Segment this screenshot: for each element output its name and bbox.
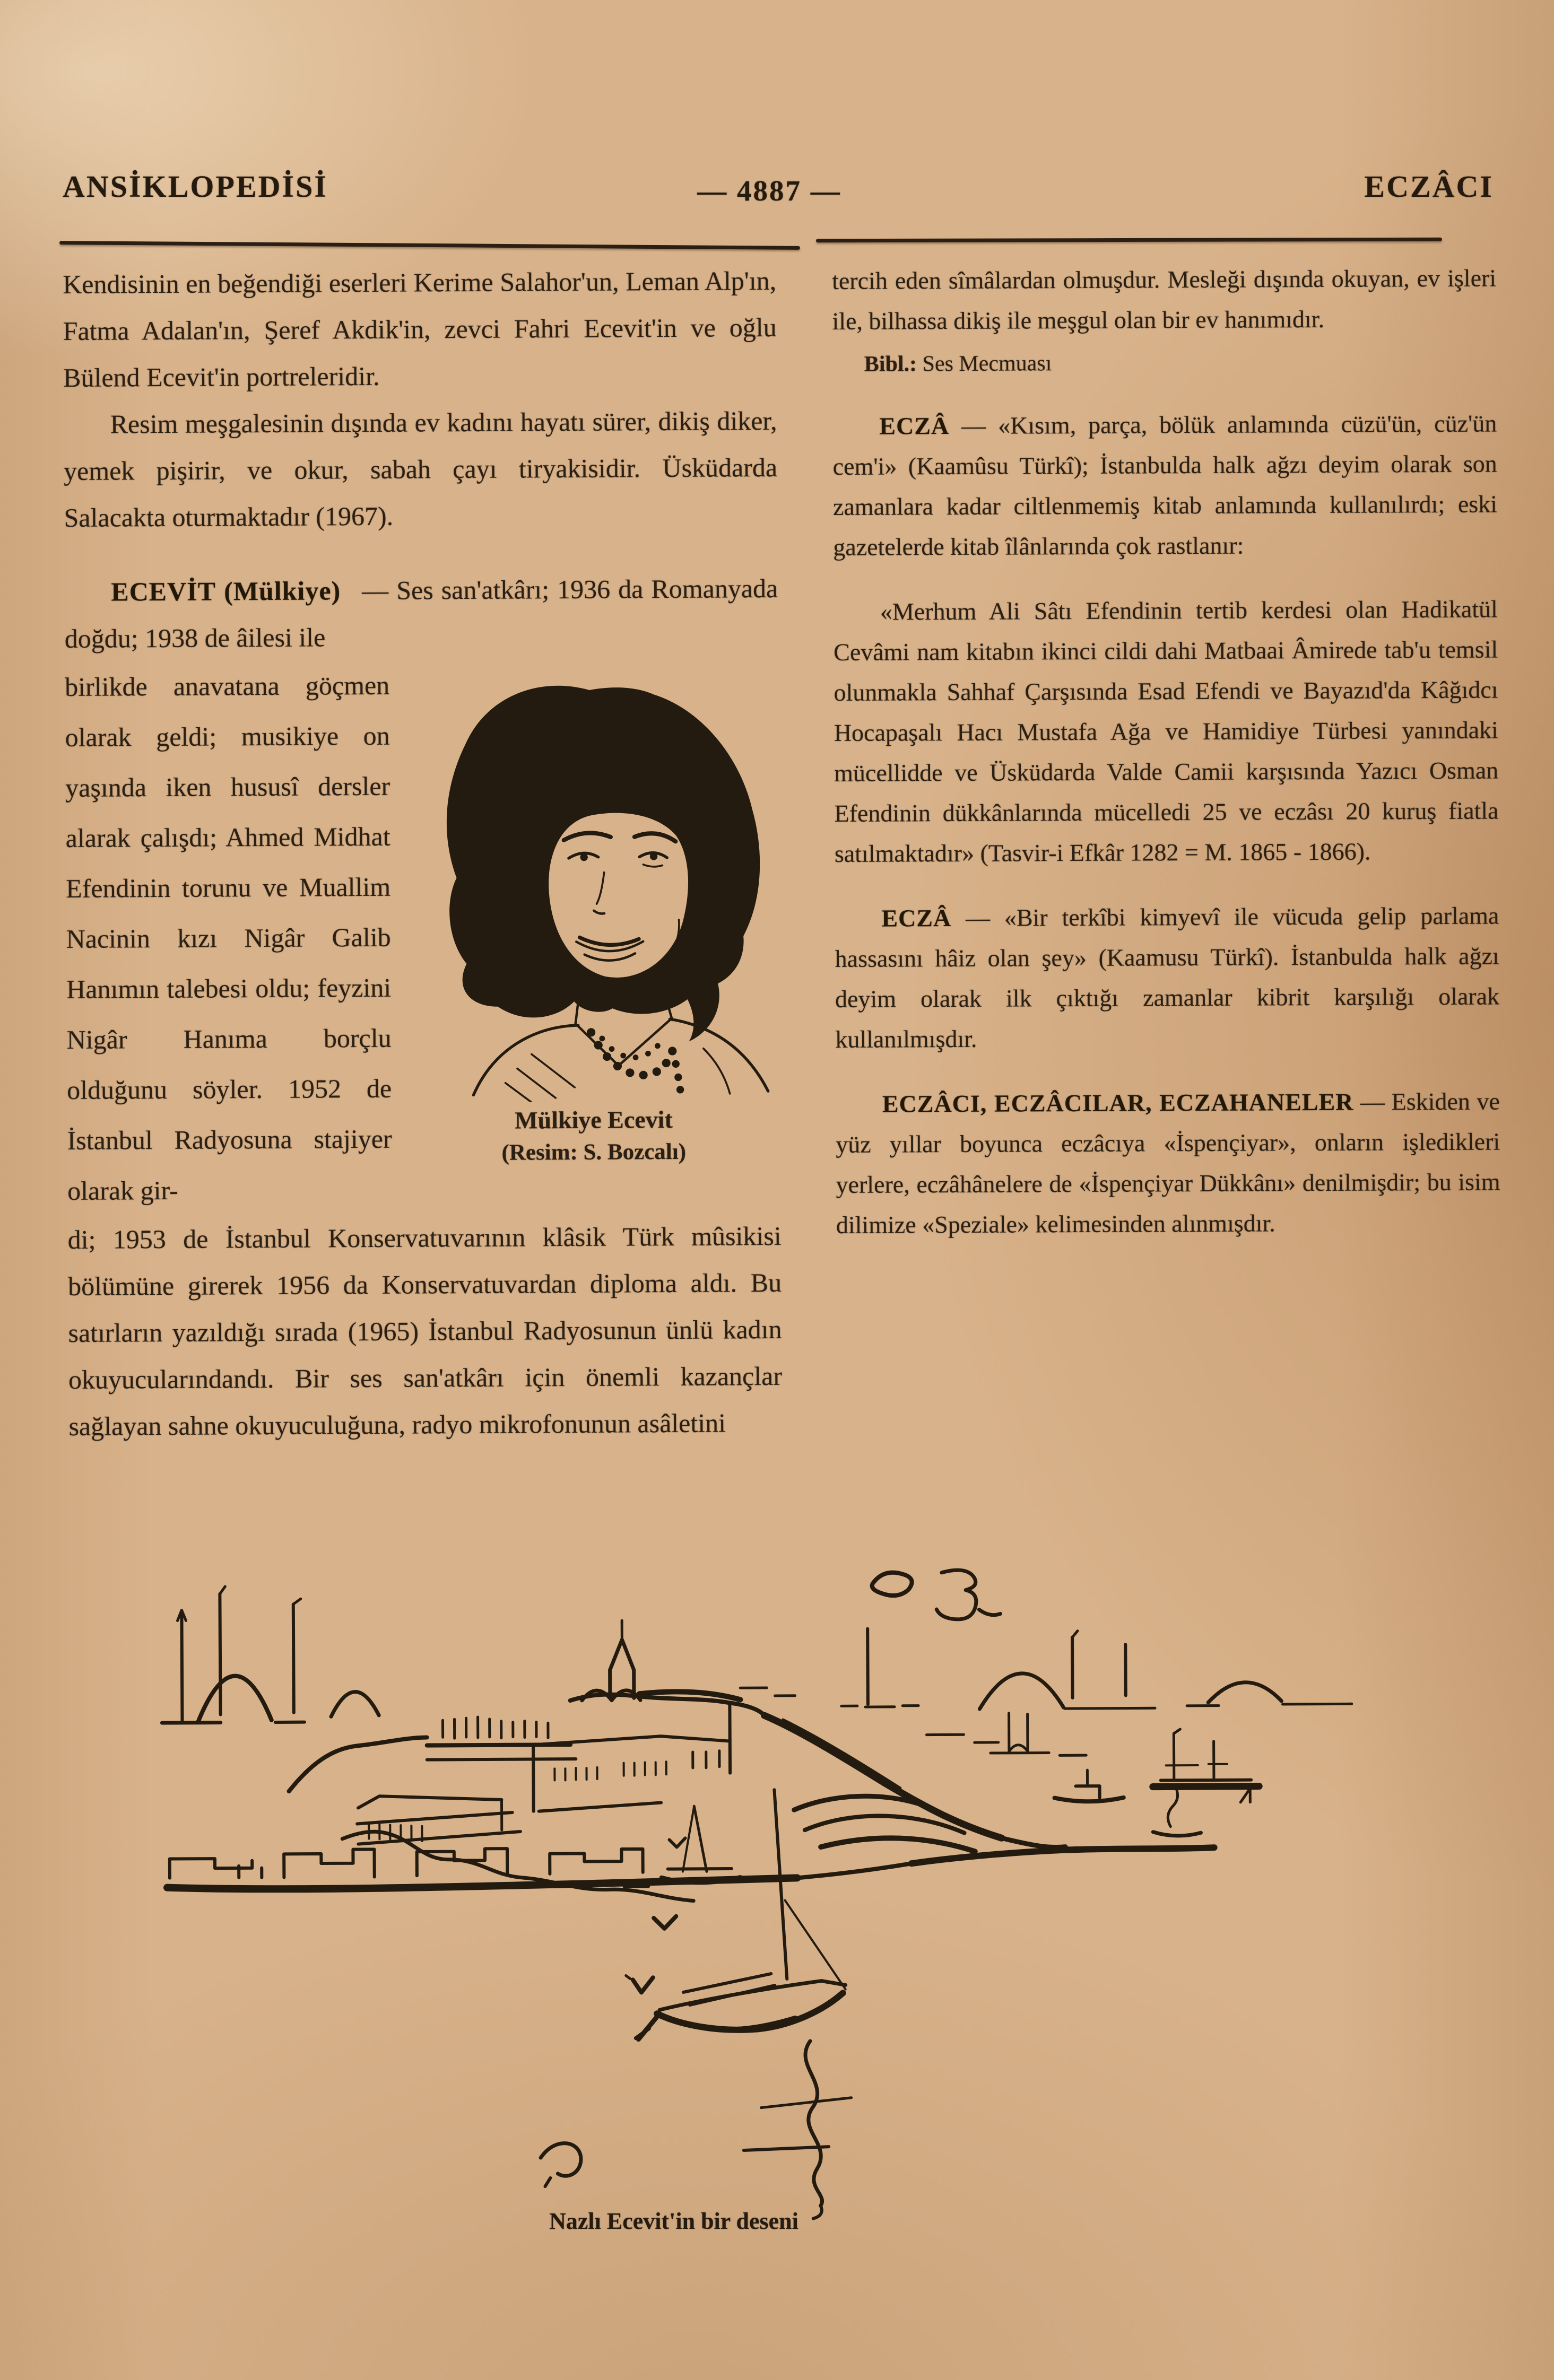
bibliography-text: Ses Mecmuası: [922, 351, 1052, 377]
drawing-caption: Nazlı Ecevit'in bir deseni: [549, 2208, 798, 2234]
header-article-title: ECZÂCI: [1364, 169, 1494, 204]
paragraph-ecevit-nazli-life: Resim meşgalesinin dışında ev kadını hayatı sürer, dikiş diker, yemek pişirir, ve okur, sabah çayı tiryakisidir. Üsküdarda Salacakta oturmaktadır (1967).: [63, 405, 778, 533]
entry-heading-ecza-2: ECZÂ: [881, 904, 952, 932]
header-rule-right-segment: [816, 238, 1442, 242]
header-page-number: — 4887 —: [697, 175, 841, 207]
entry-heading-ecza-1: ECZÂ: [879, 412, 950, 440]
header-rule-left-segment: [59, 241, 800, 250]
portrait-figure: [404, 658, 781, 1215]
entry-eczaci: [836, 1082, 1500, 1245]
text-and-portrait-row: [65, 658, 781, 1216]
quote-paragraph: «Merhum Ali Sâtı Efendinin tertib kerdesi olan Hadikatül Cevâmi nam kitabın ikinci cildi dahi Matbaai Âmirede tab'u temsil olunmakla Sahhaf Çarşısında Esad Efendi ve Bayazıd'da Kâğıdcı Hocapaşalı Hacı Mustafa Ağa ve Hamidiye Türbesi yanındaki mücellidde ve Üsküdarda Valde Camii karşısında Yazıcı Osman Efendinin dükkânlarında mücelledi 25 ve eczâsı 20 kuruş fiatla satılmaktadır» (Tasvir-i Efkâr 1282 = M. 1865 - 1866).: [834, 595, 1499, 867]
entry-ecza-2: [835, 896, 1499, 1060]
portrait-caption: [406, 1103, 781, 1170]
paragraph-continuation: tercih eden sîmâlardan olmuşdur. Mesleği dışında okuyan, ev işleri ile, bilhassa dikiş ile meşgul olan bir ev hanımıdır.: [832, 264, 1497, 335]
entry-heading-eczaci: ECZÂCI, ECZÂCILAR, ECZAHANELER: [882, 1088, 1354, 1118]
entry-ecevit-continuation: di; 1953 de İstanbul Konservatuvarının klâsik Türk mûsikisi bölümüne girerek 1956 da Konservatuvardan diploma aldı. Bu satırların yazıldığı sırada (1965) İstanbul Radyosunun ünlü kadın okuyucularındandı. Bir ses san'atkârı için önemli kazançlar sağlayan sahne okuyuculuğuna, radyo mikrofonunun asâletini: [67, 1220, 783, 1441]
entry-body-ecza-2: — «Bir terkîbi kimyevî ile vücuda gelip parlama hassasını hâiz olan şey» (Kaamusu Türkî). İstanbulda halk ağzı deyim olarak ilk çıktığı zamanlar kibrit karşılığı olarak kullanılmışdır.: [835, 902, 1500, 1053]
entry-body-ecza-1: — «Kısım, parça, bölük anlamında cüzü'ün, cüz'ün cem'i» (Kaamûsu Türkî); İstanbulda halk ağzı deyim olarak son zamanlara kadar ciltlenmemiş kitab anlamında kullanılırdı; eski gazetelerde kitab îlânlarında çok rastlanır:: [832, 409, 1498, 561]
portrait-caption-credit: (Resim: S. Bozcalı): [501, 1139, 687, 1165]
header-publication-title: ANSİKLOPEDİSİ: [63, 169, 328, 204]
paragraph-ecevit-nazli-works: Kendisinin en beğendiği eserleri Kerime Salahor'un, Leman Alp'ın, Fatma Adalan'ın, Şeref Akdik'in, zevci Fahri Ecevit'in ve oğlu Bülend Ecevit'in portreleridir.: [63, 265, 777, 393]
harbor-sketch-illustration: [128, 1556, 1461, 2228]
entry-ecza-1: [832, 404, 1497, 568]
left-column: [63, 257, 783, 1450]
entry-heading-ecevit: ECEVİT (Mülkiye): [111, 576, 341, 607]
entry-lead-text: — Ses san'atkârı; 1936 da Romanyada doğdu; 1938 de âilesi ile: [64, 573, 778, 653]
bibliography-label: Bibl.:: [864, 352, 917, 377]
bibliography-line: [832, 344, 1497, 382]
entry-ecevit-narrow-text: birlikde anavatana göçmen olarak geldi; musikiye on yaşında iken hususî dersler alarak çalışdı; Ahmed Midhat Efendinin torunu ve Muallim Nacinin kızı Nigâr Galib Hanımın talebesi oldu; feyzini Nigâr Hanıma borçlu olduğunu söyler. 1952 de İstanbul Radyosuna stajiyer olarak gir-: [65, 670, 392, 1206]
right-column: [832, 258, 1500, 1245]
portrait-illustration: [409, 671, 777, 1103]
portrait-caption-name: Mülkiye Ecevit: [515, 1106, 673, 1134]
entry-ecevit-mulkiye-lead: [64, 565, 778, 662]
entry-body-eczaci: — Eskiden ve yüz yıllar boyunca eczâcıya «İspençiyar», onların işledikleri yerlere, eczâhânelere de «İspençiyar Dükkânı» denilmişdir; bu isim dilimize «Speziale» kelimesinden alınmışdır.: [836, 1087, 1500, 1239]
